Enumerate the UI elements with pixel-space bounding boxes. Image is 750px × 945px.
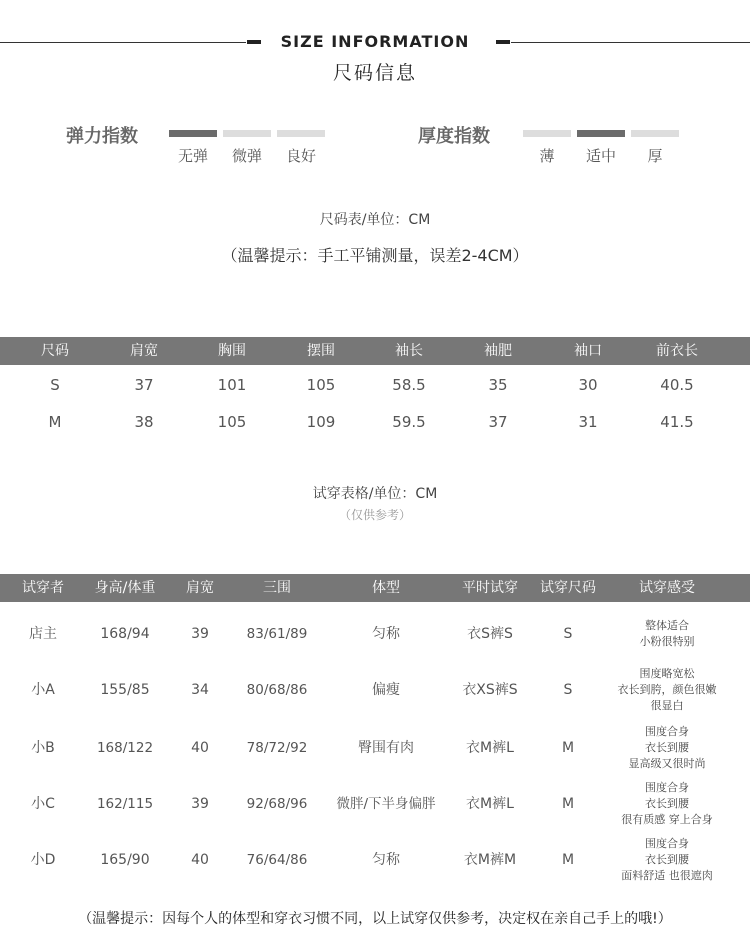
fit-feel-line: 衣长到胯，颜色很嫩 <box>617 683 717 696</box>
fit-feel-cell <box>604 666 730 714</box>
fit-table-cell: 80/68/86 <box>246 682 308 698</box>
fit-table-cell: S <box>563 682 573 698</box>
fit-table-cell: 162/115 <box>96 796 154 812</box>
fit-feel-line: 围度合身 <box>645 837 689 850</box>
elasticity-bar-1 <box>169 130 217 137</box>
fit-table-cell: 39 <box>191 796 209 812</box>
elasticity-bar-3 <box>277 130 325 137</box>
fit-table-header <box>0 574 750 602</box>
fit-table-cell: 衣M裤L <box>466 740 514 756</box>
fit-table-cell: 小C <box>31 796 55 812</box>
fit-feel-line: 面料舒适 也很遮肉 <box>621 869 713 882</box>
fit-table-header-cell: 平时试穿 <box>462 580 518 596</box>
size-table-cell: 31 <box>578 413 598 431</box>
size-table-cell: 101 <box>217 376 247 394</box>
size-table-header-cell: 肩宽 <box>130 343 158 359</box>
fit-table-cell: 34 <box>191 682 209 698</box>
fit-table-header-cell: 身高/体重 <box>94 580 156 596</box>
fit-table-cell: 76/64/86 <box>246 852 308 868</box>
fit-table-caption: 试穿表格/单位：CM <box>312 486 438 502</box>
fit-feel-line: 衣长到腰 <box>645 797 689 810</box>
size-table-cell: S <box>50 376 60 394</box>
thickness-bar-3 <box>631 130 679 137</box>
fit-table-cell: 40 <box>191 852 209 868</box>
size-table-cell: 35 <box>488 376 508 394</box>
fit-table-cell: M <box>561 796 575 812</box>
fit-feel-line: 显高级又很时尚 <box>628 757 706 770</box>
thickness-bar-1 <box>523 130 571 137</box>
fit-table-header-cell: 试穿尺码 <box>540 580 596 596</box>
size-table-cell: 105 <box>306 376 336 394</box>
size-table-note: （温馨提示：手工平铺测量，误差2-4CM） <box>221 246 529 265</box>
fit-table-cell: 店主 <box>29 626 57 642</box>
fit-feel-cell <box>604 618 730 650</box>
fit-table-cell: 小A <box>31 682 55 698</box>
fit-table-cell: 衣XS裤S <box>462 682 518 698</box>
fit-table-header-cell: 试穿感受 <box>639 580 695 596</box>
size-table-header-cell: 袖肥 <box>484 343 512 359</box>
fit-table-cell: 匀称 <box>372 852 400 868</box>
fit-table-header-cell: 试穿者 <box>22 580 64 596</box>
fit-table-header-cell: 三围 <box>263 580 291 596</box>
fit-table-cell: 微胖/下半身偏胖 <box>336 796 436 812</box>
size-table-cell: 40.5 <box>660 376 694 394</box>
size-table-cell: 30 <box>578 376 598 394</box>
size-table-header <box>0 337 750 365</box>
fit-table-subcaption: （仅供参考） <box>338 508 411 522</box>
fit-table-cell: 168/122 <box>96 740 154 756</box>
fit-table-cell: 衣M裤M <box>463 852 517 868</box>
fit-feel-line: 整体适合 <box>645 619 689 632</box>
fit-feel-line: 围度合身 <box>645 725 689 738</box>
fit-table-cell: S <box>563 626 573 642</box>
thickness-level: 适中 <box>585 147 616 165</box>
fit-table-cell: 偏瘦 <box>372 682 400 698</box>
elasticity-level: 无弹 <box>177 147 208 165</box>
fit-feel-line: 衣长到腰 <box>645 853 689 866</box>
fit-table-cell: 衣M裤L <box>466 796 514 812</box>
fit-table-cell: 小D <box>30 852 56 868</box>
thickness-level: 厚 <box>647 147 663 165</box>
fit-table-cell: 92/68/96 <box>246 796 308 812</box>
footer-note: （温馨提示：因每个人的体型和穿衣习惯不同，以上试穿仅供参考，决定权在亲自己手上的哦!） <box>78 911 672 927</box>
fit-feel-line: 围度略宽松 <box>639 667 695 680</box>
fit-table-cell: M <box>561 740 575 756</box>
size-table-header-cell: 袖口 <box>574 343 602 359</box>
fit-table-cell: 匀称 <box>372 626 400 642</box>
fit-feel-line: 很显白 <box>650 699 684 712</box>
size-table-cell: 37 <box>488 413 508 431</box>
size-table-cell: 38 <box>134 413 154 431</box>
fit-table-cell: 168/94 <box>100 626 150 642</box>
size-table-cell: 109 <box>306 413 336 431</box>
thickness-bar-2 <box>577 130 625 137</box>
fit-table-cell: M <box>561 852 575 868</box>
fit-table-header-cell: 体型 <box>372 580 400 596</box>
thickness-level: 薄 <box>539 147 555 165</box>
fit-feel-cell <box>604 724 730 772</box>
fit-table-cell: 40 <box>191 740 209 756</box>
size-table-cell: 58.5 <box>392 376 426 394</box>
fit-table-cell: 衣S裤S <box>467 626 513 642</box>
header-title-en: SIZE INFORMATION <box>280 32 470 51</box>
fit-table-cell: 83/61/89 <box>246 626 308 642</box>
elasticity-title: 弹力指数 <box>66 126 138 147</box>
fit-table-cell: 155/85 <box>100 682 150 698</box>
size-table-header-cell: 袖长 <box>395 343 423 359</box>
size-table-cell: 37 <box>134 376 154 394</box>
elasticity-bar-2 <box>223 130 271 137</box>
elasticity-level: 良好 <box>285 147 316 165</box>
fit-table-cell: 39 <box>191 626 209 642</box>
size-table-header-cell: 胸围 <box>218 343 246 359</box>
size-table-header-cell: 摆围 <box>307 343 335 359</box>
fit-table-cell: 小B <box>31 740 55 756</box>
fit-table-cell: 78/72/92 <box>246 740 308 756</box>
thickness-title: 厚度指数 <box>418 126 490 147</box>
size-table-cell: 59.5 <box>392 413 426 431</box>
fit-feel-line: 很有质感 穿上合身 <box>621 813 713 826</box>
size-table-cell: 105 <box>217 413 247 431</box>
fit-feel-line: 围度合身 <box>645 781 689 794</box>
fit-feel-cell <box>604 836 730 884</box>
fit-feel-line: 小粉很特别 <box>639 635 695 648</box>
fit-table-header-cell: 肩宽 <box>186 580 214 596</box>
fit-table-cell: 165/90 <box>100 852 150 868</box>
fit-feel-cell <box>604 780 730 828</box>
fit-table-cell: 臀围有肉 <box>358 740 414 756</box>
size-table-cell: M <box>48 413 62 431</box>
elasticity-level: 微弹 <box>231 147 262 165</box>
size-table-cell: 41.5 <box>660 413 694 431</box>
size-table-caption: 尺码表/单位：CM <box>319 212 431 228</box>
fit-feel-line: 衣长到腰 <box>645 741 689 754</box>
size-table-header-cell: 前衣长 <box>656 343 698 359</box>
size-table-header-cell: 尺码 <box>41 343 69 359</box>
header-title-zh: 尺码信息 <box>332 62 417 84</box>
